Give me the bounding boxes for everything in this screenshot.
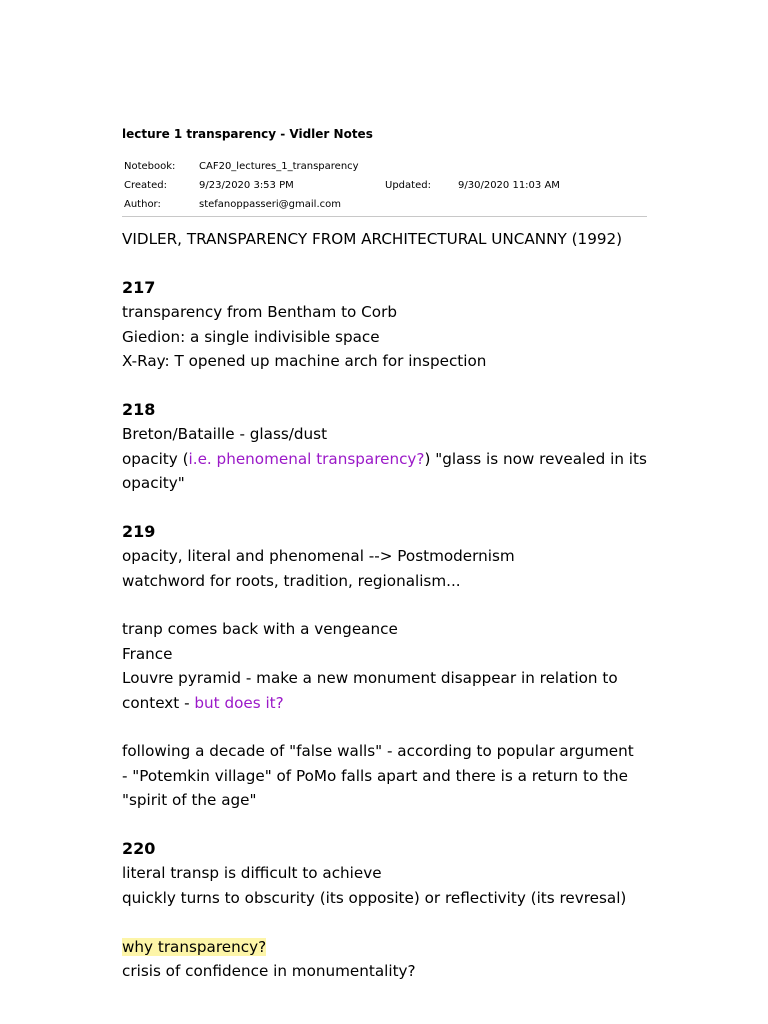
blank-line [122, 715, 652, 739]
text-line: quickly turns to obscurity (its opposite) or reflectivity (its revresal) [122, 888, 627, 907]
note-title: lecture 1 transparency - Vidler Notes [122, 127, 373, 141]
purple-annotation: i.e. phenomenal transparency? [188, 449, 425, 468]
blank-line [122, 593, 652, 617]
blank-line [122, 813, 652, 837]
author-value: stefanoppasseri@gmail.com [199, 199, 341, 210]
text-line: X-Ray: T opened up machine arch for inspection [122, 352, 487, 371]
blank-line [122, 251, 652, 275]
note-body [122, 227, 652, 983]
text-line: watchword for roots, tradition, regionalism... [122, 571, 461, 590]
page-number-217: 217 [122, 277, 156, 297]
text-line: transparency from Bentham to Corb [122, 303, 397, 322]
text-segment: context - [122, 693, 195, 712]
metadata-divider [122, 216, 647, 217]
notebook-label: Notebook: [124, 161, 176, 172]
text-line: opacity" [122, 474, 185, 493]
meta-row-notebook [122, 158, 647, 177]
blank-line [122, 495, 652, 519]
page-number-219: 219 [122, 521, 156, 541]
text-line [122, 447, 652, 471]
note-metadata [122, 158, 647, 215]
highlighted-question: why transparency? [122, 937, 267, 956]
text-segment: ) "glass is now revealed in its [424, 449, 647, 468]
blank-line [122, 373, 652, 397]
body-heading: VIDLER, TRANSPARENCY FROM ARCHITECTURAL UNCANNY (1992) [122, 230, 623, 248]
meta-row-author [122, 196, 647, 215]
author-label: Author: [124, 199, 161, 210]
blank-line [122, 910, 652, 934]
updated-label: Updated: [385, 180, 431, 191]
text-segment: opacity ( [122, 449, 189, 468]
text-line: Breton/Bataille - glass/dust [122, 425, 328, 444]
text-line: "spirit of the age" [122, 791, 257, 810]
notebook-value: CAF20_lectures_1_transparency [199, 161, 359, 172]
purple-annotation: but does it? [194, 693, 284, 712]
page-number-218: 218 [122, 399, 156, 419]
page-number-220: 220 [122, 839, 156, 859]
created-label: Created: [124, 180, 167, 191]
text-line: literal transp is difficult to achieve [122, 864, 382, 883]
text-line: - "Potemkin village" of PoMo falls apart and there is a return to the [122, 766, 628, 785]
created-value: 9/23/2020 3:53 PM [199, 180, 294, 191]
text-line: crisis of confidence in monumentality? [122, 962, 416, 981]
text-line: France [122, 644, 173, 663]
text-line [122, 935, 652, 959]
updated-value: 9/30/2020 11:03 AM [458, 180, 560, 191]
text-line: tranp comes back with a vengeance [122, 620, 398, 639]
meta-row-dates [122, 177, 647, 196]
text-line [122, 691, 652, 715]
text-line: Giedion: a single indivisible space [122, 327, 380, 346]
text-line: Louvre pyramid - make a new monument disappear in relation to [122, 669, 618, 688]
text-line: opacity, literal and phenomenal --> Postmodernism [122, 547, 515, 566]
text-line: following a decade of "false walls" - according to popular argument [122, 742, 634, 761]
